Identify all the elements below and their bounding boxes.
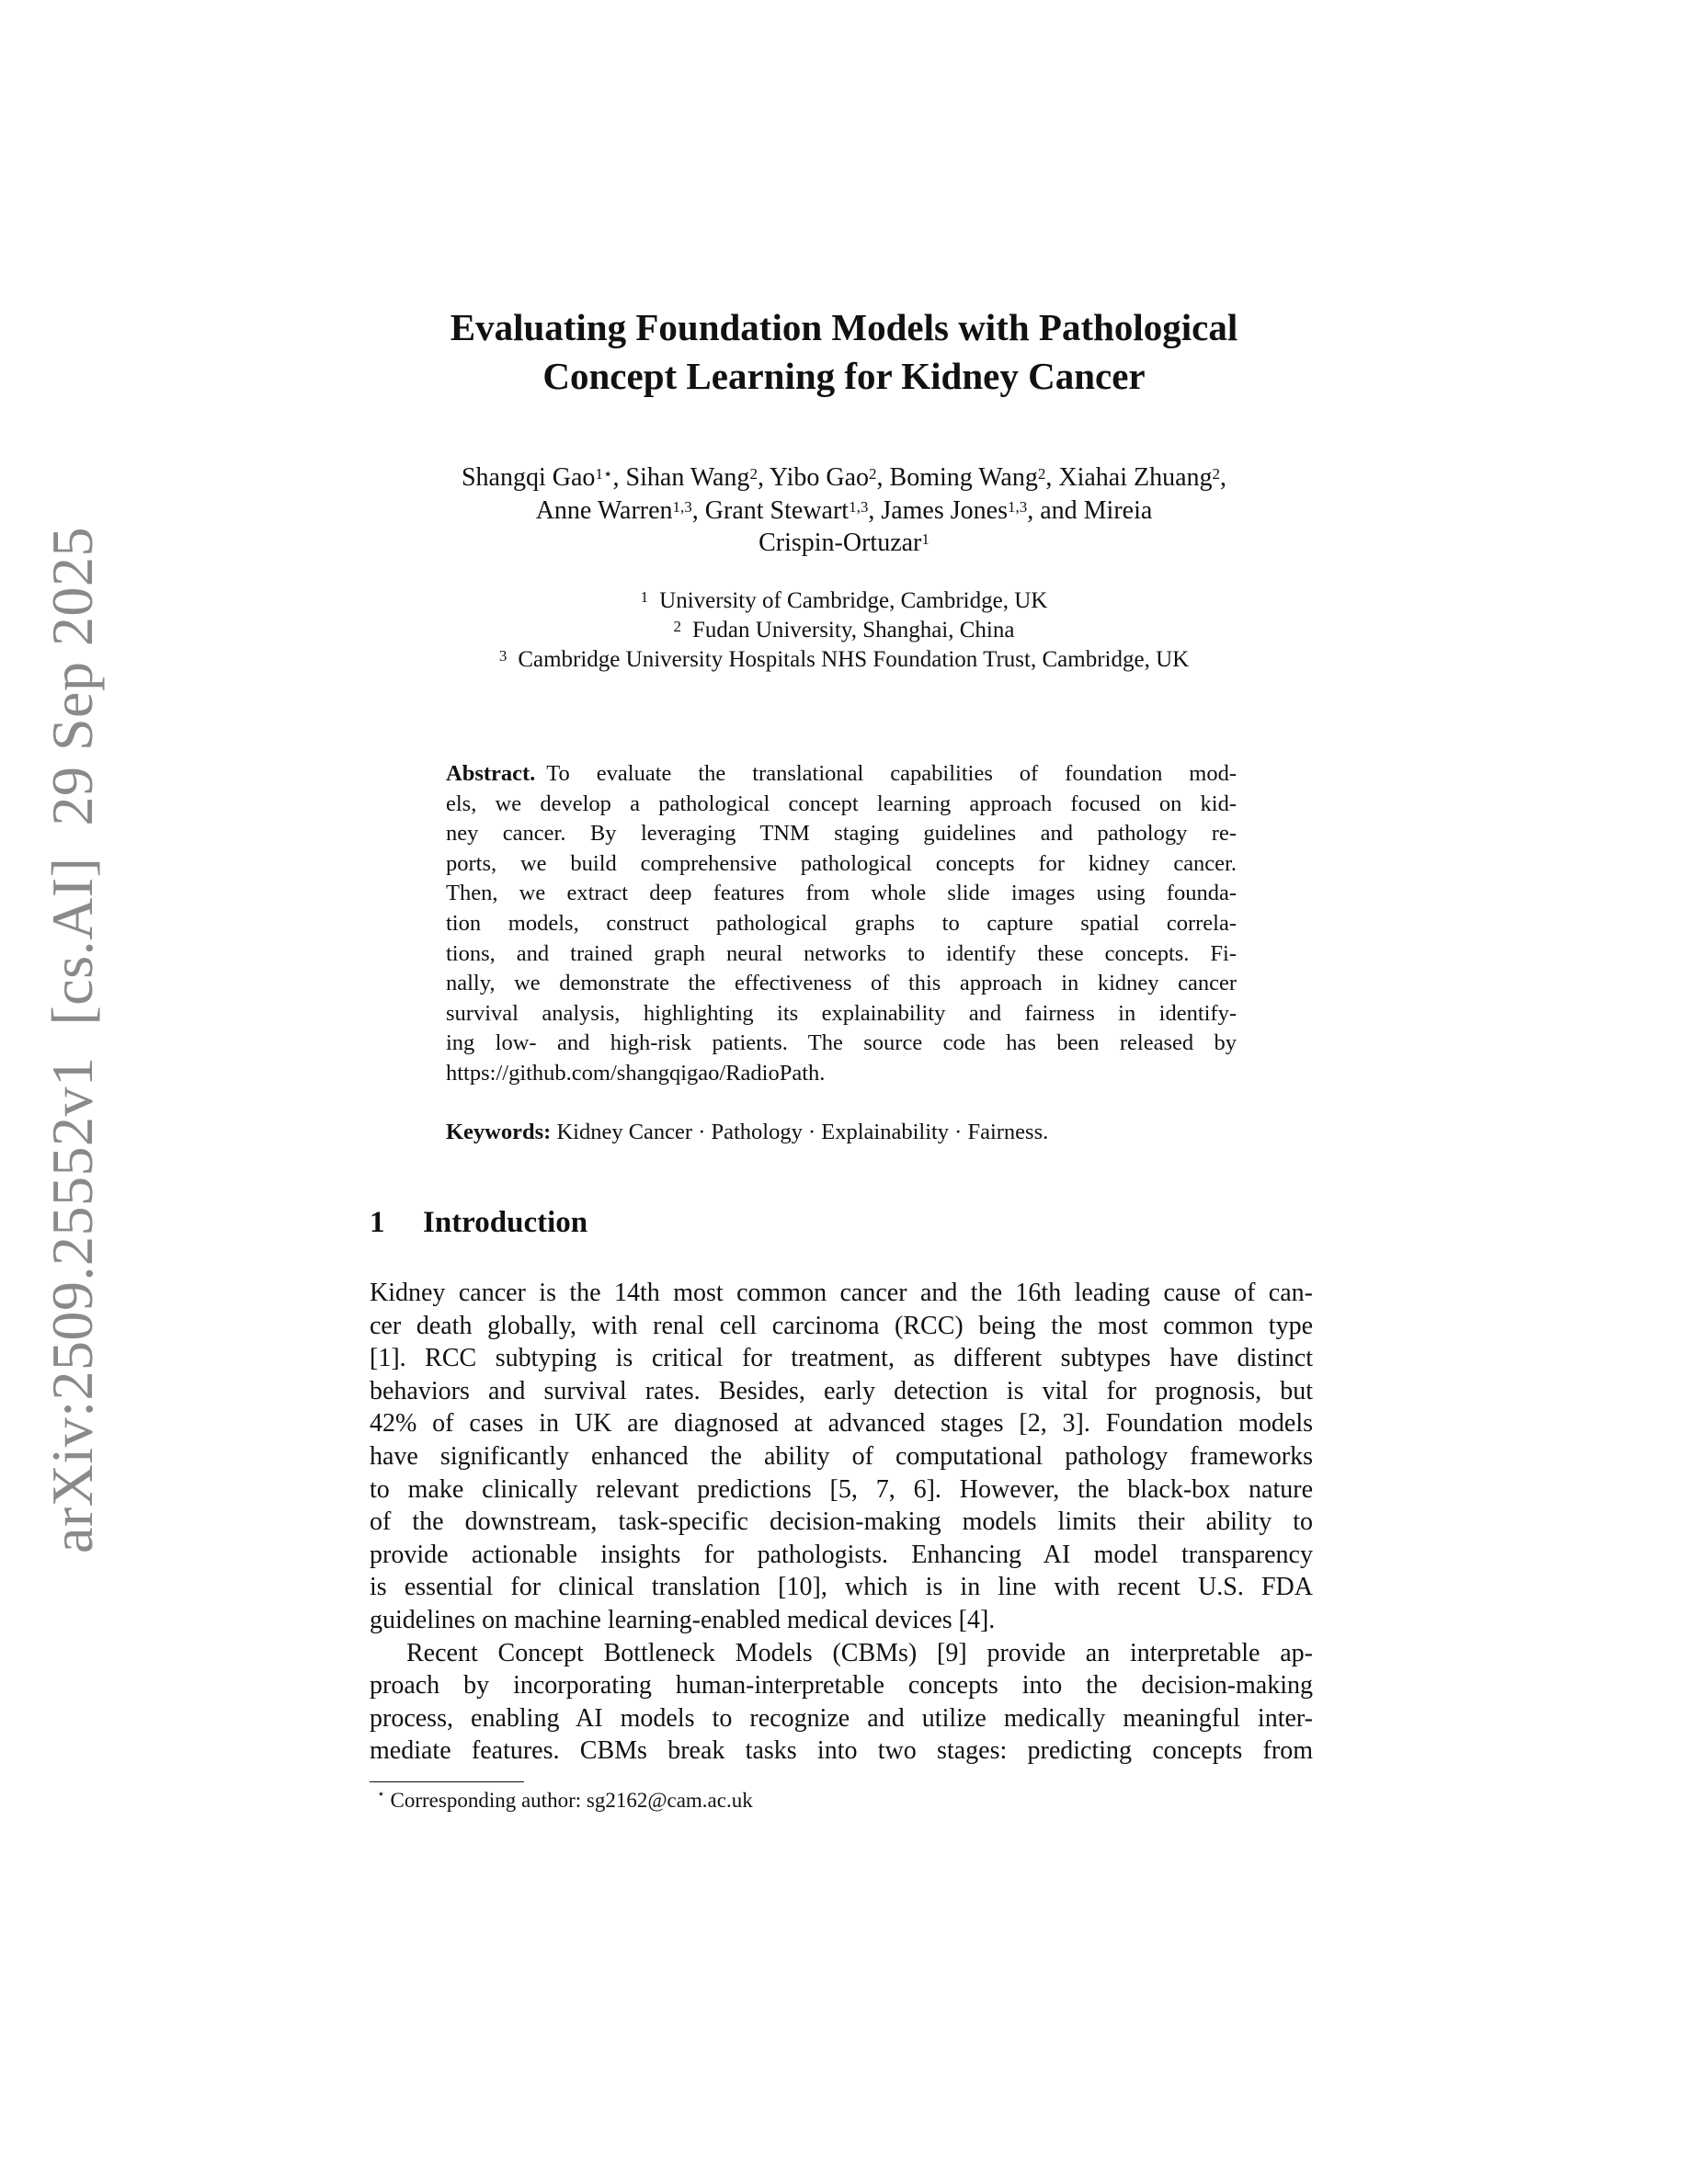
author-affiliation-mark: 2 <box>749 465 758 483</box>
author-separator: , <box>691 495 705 525</box>
author-separator: , <box>868 495 882 525</box>
keywords-label: Keywords: <box>446 1120 552 1144</box>
author-separator: , <box>612 463 626 492</box>
abstract-text: tion models, construct pathological graphs to capture spatial correla- <box>446 910 1237 936</box>
abstract-label: Abstract. <box>446 761 536 786</box>
author-affiliation-mark: 1,3 <box>1007 497 1028 516</box>
author-affiliation-mark: 1 <box>921 530 930 548</box>
affiliation <box>276 645 1412 675</box>
paragraph-line: is essential for clinical translation [10], which is in line with recent U.S. FDA <box>370 1573 1313 1602</box>
author-name: Anne Warren <box>535 495 673 525</box>
author-affiliation-mark: 2 <box>1212 465 1221 483</box>
affiliation <box>276 586 1412 616</box>
paragraph-line: process, enabling AI models to recognize and utilize medically meaningful inter- <box>370 1703 1313 1733</box>
abstract-line <box>446 790 1237 820</box>
abstract-line <box>446 909 1237 939</box>
abstract <box>446 759 1237 1089</box>
author-affiliation-mark: 1,3 <box>672 497 692 516</box>
author-separator: , and Mireia <box>1027 495 1153 525</box>
paragraph-line: Recent Concept Bottleneck Models (CBMs) [9] provide an interpretable ap- <box>406 1638 1313 1667</box>
arxiv-identifier-stamp <box>39 495 107 1553</box>
abstract-line <box>446 849 1237 880</box>
body-text <box>370 1277 1313 1768</box>
author-name: Xiahai Zhuang <box>1058 463 1213 492</box>
paper-title <box>276 303 1412 401</box>
abstract-line <box>446 1059 1237 1089</box>
abstract-text: ing low- and high-risk patients. The source code has been released by <box>446 1030 1237 1056</box>
affiliation-number: 3 <box>498 647 508 665</box>
footnote-mark: ⋆ <box>377 1788 385 1802</box>
paragraph-line: cer death globally, with renal cell carcinoma (RCC) being the most common type <box>370 1311 1313 1340</box>
abstract-text: nally, we demonstrate the effectiveness of this approach in kidney cancer <box>446 971 1237 996</box>
abstract-line <box>446 999 1237 1029</box>
paragraph-line: of the downstream, task-specific decision-making models limits their ability to <box>370 1507 1313 1537</box>
section-heading <box>370 1206 587 1240</box>
author-name: Crispin-Ortuzar <box>758 529 922 557</box>
abstract-text: ports, we build comprehensive pathological concepts for kidney cancer. <box>446 850 1237 876</box>
arxiv-category: [cs.AI] <box>40 857 105 1026</box>
affiliation-text: Cambridge University Hospitals NHS Foundation Trust, Cambridge, UK <box>518 647 1190 672</box>
abstract-line <box>446 819 1237 849</box>
author-list <box>276 461 1412 560</box>
abstract-text: ney cancer. By leveraging TNM staging guidelines and pathology re- <box>446 821 1237 847</box>
abstract-line <box>446 879 1237 909</box>
keywords-text: Kidney Cancer · Pathology · Explainability · Fairness. <box>556 1120 1049 1144</box>
arxiv-id: arXiv:2509.25552v1 <box>40 1056 105 1553</box>
title-line: Evaluating Foundation Models with Pathological <box>450 306 1238 348</box>
author-line <box>276 495 1412 528</box>
paragraph-line: [1]. RCC subtyping is critical for treatment, as different subtypes have distinct <box>370 1344 1313 1373</box>
abstract-text: survival analysis, highlighting its explainability and fairness in identify- <box>446 1000 1237 1026</box>
author-affiliation-mark: 1⋆ <box>595 465 613 483</box>
footnote-rule <box>370 1781 524 1782</box>
affiliation-text: Fudan University, Shanghai, China <box>692 618 1015 643</box>
author-line <box>276 461 1412 495</box>
author-name: Sihan Wang <box>625 463 750 492</box>
author-name: Shangqi Gao <box>461 463 596 492</box>
paragraph-line: 42% of cases in UK are diagnosed at advanced stages [2, 3]. Foundation models <box>370 1409 1313 1439</box>
paragraph-line: behaviors and survival rates. Besides, early detection is vital for prognosis, but <box>370 1376 1313 1405</box>
abstract-line <box>446 939 1237 970</box>
author-affiliation-mark: 2 <box>1037 465 1046 483</box>
author-affiliation-mark: 2 <box>869 465 877 483</box>
paragraph-line: provide actionable insights for pathologists. Enhancing AI model transparency <box>370 1540 1313 1569</box>
author-name: James Jones <box>881 495 1008 525</box>
paragraph-line: proach by incorporating human-interpretable concepts into the decision-making <box>370 1671 1313 1701</box>
abstract-text: tions, and trained graph neural networks to identify these concepts. Fi- <box>446 940 1237 966</box>
affiliation-number: 2 <box>673 618 682 635</box>
paragraph-line: mediate features. CBMs break tasks into two stages: predicting concepts from <box>370 1736 1313 1766</box>
abstract-line <box>446 759 1237 790</box>
paragraph-line: Kidney cancer is the 14th most common cancer and the 16th leading cause of can- <box>370 1279 1313 1307</box>
affiliation-list <box>276 586 1412 675</box>
section-title: Introduction <box>423 1206 588 1239</box>
abstract-text: https://github.com/shangqigao/RadioPath. <box>446 1060 826 1086</box>
arxiv-date: 29 Sep 2025 <box>40 527 105 826</box>
abstract-text: To evaluate the translational capabilities of foundation mod- <box>546 761 1237 786</box>
affiliation-number: 1 <box>640 588 649 606</box>
abstract-line <box>446 1029 1237 1059</box>
footnote-text: Corresponding author: sg2162@cam.ac.uk <box>390 1789 753 1812</box>
paragraph-line: to make clinically relevant predictions [5, 7, 6]. However, the black-box nature <box>370 1474 1313 1504</box>
title-line: Concept Learning for Kidney Cancer <box>542 355 1146 397</box>
author-name: Boming Wang <box>889 463 1038 492</box>
paragraph-line: guidelines on machine learning-enabled medical devices [4]. <box>370 1605 996 1634</box>
author-name: Grant Stewart <box>704 495 850 525</box>
keywords <box>446 1118 1237 1147</box>
abstract-text: els, we develop a pathological concept learning approach focused on kid- <box>446 791 1237 816</box>
affiliation-text: University of Cambridge, Cambridge, UK <box>659 588 1048 613</box>
section-number: 1 <box>370 1206 385 1239</box>
footnote <box>377 1789 753 1813</box>
author-line <box>276 527 1412 560</box>
author-separator: , <box>757 463 770 492</box>
author-separator: , <box>1045 463 1059 492</box>
affiliation <box>276 616 1412 645</box>
author-affiliation-mark: 1,3 <box>849 497 869 516</box>
author-separator: , <box>1220 463 1227 492</box>
abstract-text: Then, we extract deep features from whole slide images using founda- <box>446 881 1237 906</box>
paragraph-line: have significantly enhanced the ability of computational pathology frameworks <box>370 1441 1313 1471</box>
abstract-line <box>446 969 1237 999</box>
author-separator: , <box>876 463 890 492</box>
author-name: Yibo Gao <box>769 463 870 492</box>
